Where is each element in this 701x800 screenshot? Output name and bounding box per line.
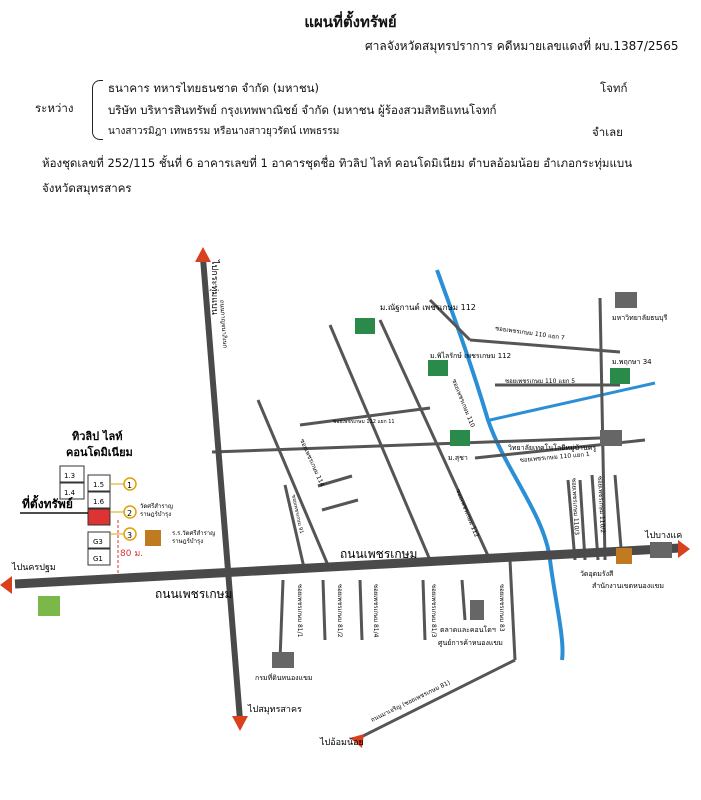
- property-label: ที่ตั้งทรัพย์: [22, 497, 73, 511]
- land-dept-label: กรมที่ดินหนองแขม: [255, 674, 313, 682]
- soi-label: ซอยเพชรเกษม 83: [498, 584, 505, 632]
- school-small-label: ร.ร.วัดศรีสำราญ: [172, 530, 216, 537]
- building-code: 1.6: [93, 498, 105, 506]
- soi-label: ซอยเพชรเกษม 114: [298, 437, 326, 488]
- soi-label: ซอยเพชรเกษม 81/1: [296, 584, 303, 638]
- market-icon: [470, 600, 484, 620]
- building-code: G1: [93, 555, 103, 563]
- college-label: วิทยาลัยเทคโนโลยีหมู่บ้านครู: [508, 444, 597, 452]
- village-sucha-label: ม.สุชา: [448, 454, 468, 462]
- canal-branch: [490, 383, 655, 420]
- soi-label: ซอยเพชรเกษม 110 แยก 7: [494, 325, 566, 342]
- building-code: 1.4: [64, 489, 76, 497]
- soi-label: ซอยเพชรเกษม 112: [454, 488, 480, 539]
- road-label: ถนนมาเจริญ (ซอยเพชรเกษม 81): [369, 679, 452, 724]
- building-code: 1.3: [64, 472, 76, 480]
- temple-nong-khaem-label: วัดอุดมรังสี: [580, 570, 614, 578]
- to-samut-sakhon: ไปสมุทรสาคร: [248, 705, 302, 715]
- property-province: จังหวัดสมุทรสาคร: [42, 181, 132, 195]
- defendant-name: นางสาวรมิฎา เทพธรรม หรือนางสาวยุวรัตน์ เทพธรรม: [108, 126, 340, 137]
- market-label-1: ตลาดและคอนโดฯ: [440, 626, 496, 634]
- condo-name-2: คอนโดมิเนียม: [66, 446, 133, 459]
- school-small-label-b: ราษฎร์บำรุง: [172, 538, 204, 545]
- market-label-2: ศูนย์การค้าหนองแขม: [438, 639, 503, 647]
- soi-label: ซอยเพชรเกษม 110 แยก 5: [505, 378, 576, 385]
- university-icon: [615, 292, 637, 308]
- soi-label: ซอยเพชรเกษม 112 แยก 11: [333, 419, 395, 425]
- property-description: ห้องชุดเลขที่ 252/115 ชั้นที่ 6 อาคารเลขที่ 1 อาคารชุดชื่อ ทิวลิป ไลท์ คอนโดมิเนียม ตำบลอ้อมน้อย อำเภอกระทุ่มแบน: [42, 156, 633, 170]
- soi-label: ถนนกาญจนาภิเษก: [218, 299, 229, 349]
- to-om-noi: ไปอ้อมน้อย: [320, 738, 364, 748]
- main-road-label-2: ถนนเพชรเกษม: [155, 587, 233, 601]
- marker-number: 2: [127, 509, 133, 518]
- village-112b-icon: [428, 360, 448, 376]
- marker-number: 3: [127, 531, 133, 540]
- village-112-icon: [355, 318, 375, 334]
- soi-label: ซอยเพชรเกษม 81/4: [372, 584, 379, 638]
- condo-name-1: ทิวลิป ไลท์: [72, 430, 123, 443]
- university-label: มหาวิทยาลัยธนบุรี: [612, 314, 668, 322]
- logo-icon: [38, 596, 60, 616]
- village-sucha-icon: [450, 430, 470, 446]
- soi-label: ซอยเพชรเกษม 81/3: [430, 584, 437, 638]
- to-krathum-baen: ไปกระทุ่มแบน: [209, 260, 219, 315]
- soi-label: ซอยเพชรเกษม 91: [290, 494, 305, 535]
- college-icon: [600, 430, 622, 446]
- marker-number: 1: [127, 481, 133, 490]
- land-dept-icon: [272, 652, 294, 668]
- distance-label: 80 ม.: [120, 549, 144, 559]
- soi-label: ซอยเพชรเกษม 110 แยก 1: [519, 450, 591, 464]
- building-code: G3: [93, 538, 103, 546]
- plaintiff-role: โจทก์: [600, 81, 628, 95]
- district-office-label: สำนักงานเขตหนองแขม: [592, 582, 665, 590]
- district-office-icon: [650, 542, 672, 558]
- village-112b-label: ม.พิไลรักษ์ เพชรเกษม 112: [430, 352, 512, 360]
- defendant-role: จำเลย: [592, 125, 623, 139]
- temple-small-label: วัดศรีสำราญ: [140, 503, 174, 510]
- court-case-line: ศาลจังหวัดสมุทรปราการ คดีหมายเลขแดงที่ ผบ.1387/2565: [365, 39, 679, 53]
- temple-icon: [145, 530, 161, 546]
- soi-label: ซอยเพชรเกษม 110: [450, 378, 476, 429]
- to-bang-khae: ไปบางแค: [645, 531, 683, 541]
- building-code: 1.5: [93, 481, 105, 489]
- soi-label: ซอยเพชรเกษม 110/3: [570, 477, 580, 536]
- village-34-label: ม.พฤกษา 34: [612, 358, 652, 366]
- soi-label: ซอยเพชรเกษม 81/2: [336, 584, 343, 638]
- village-112-label: ม.ณัฐกานต์ เพชรเกษม 112: [380, 303, 476, 312]
- to-nakhon-pathom: ไปนครปฐม: [12, 563, 56, 573]
- between-label: ระหว่าง: [35, 101, 74, 115]
- soi-label: ซอยเพชรเกษม 110/2: [596, 475, 606, 534]
- temple-nong-khaem-icon: [616, 548, 632, 564]
- plaintiff-name: ธนาคาร ทหารไทยธนชาต จำกัด (มหาชน): [108, 81, 320, 95]
- main-road-label: ถนนเพชรเกษม: [340, 547, 418, 561]
- claimant-name: บริษัท บริหารสินทรัพย์ กรุงเทพพาณิชย์ จำกัด (มหาชน ผู้ร้องสวมสิทธิแทนโจทก์: [108, 103, 497, 117]
- temple-small-label-b: ราษฎร์บำรุง: [140, 511, 172, 518]
- village-34-icon: [610, 368, 630, 384]
- map-title: แผนที่ตั้งทรัพย์: [304, 13, 397, 31]
